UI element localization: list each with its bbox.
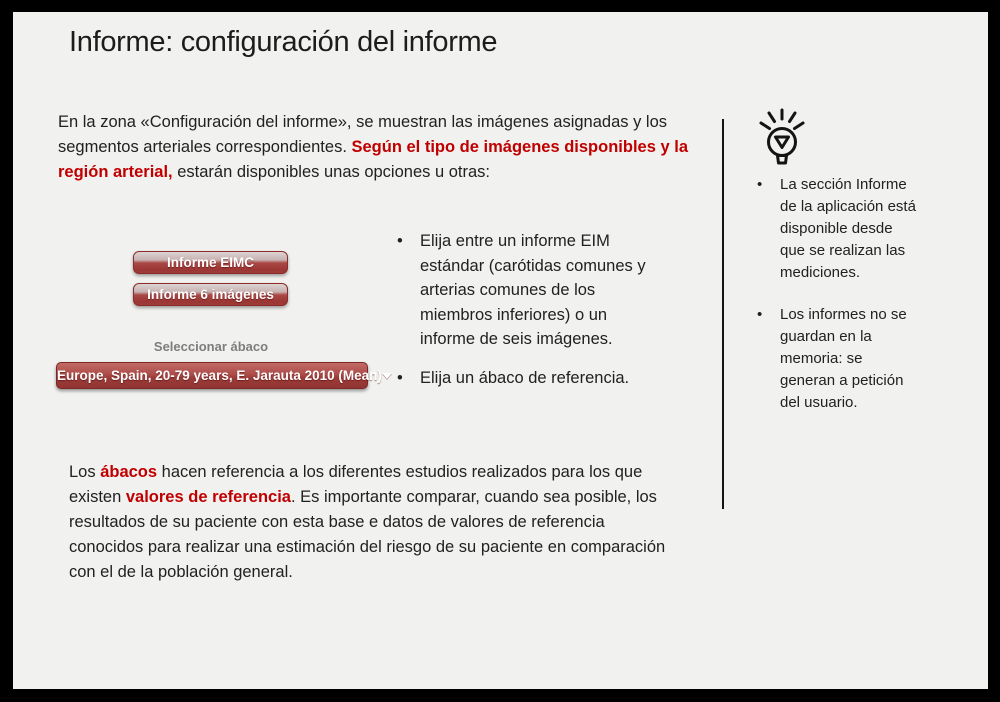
vertical-divider: [722, 119, 724, 509]
tips-list: [753, 174, 921, 434]
intro-text-after: estarán disponibles unas opciones u otras:: [172, 163, 490, 181]
footer-text-3: . Es importante comparar, cuando sea posible, los resultados de su paciente con esta base e datos de valores de referencia conocidos para realizar una estimación del riesgo de su paciente en comparación con el de la población general.: [69, 488, 666, 581]
footer-text-2: hacen referencia a los diferentes estudios realizados para los que existen: [69, 463, 643, 506]
instructions-list: [395, 229, 663, 404]
informe-eimc-button[interactable]: Informe EIMC: [133, 251, 288, 274]
intro-text-before: En la zona «Configuración del informe», se muestran las imágenes asignadas y los segmentos arteriales correspondientes.: [58, 113, 668, 156]
page-title: Informe: configuración del informe: [69, 26, 498, 58]
abaco-dropdown[interactable]: [56, 362, 382, 389]
footer-text-1: Los: [69, 463, 101, 481]
footer-highlight-2: valores de referencia: [125, 488, 291, 506]
abaco-dropdown-value: Europe, Spain, 20-79 years, E. Jarauta 2010 (Mean): [57, 368, 382, 383]
footer-highlight-1: ábacos: [100, 463, 158, 481]
list-item: [753, 174, 921, 284]
list-item: [395, 366, 663, 391]
informe-6-imagenes-button[interactable]: Informe 6 imágenes: [133, 283, 288, 306]
instruction-text: Elija un ábaco de referencia.: [420, 368, 630, 387]
abaco-label: Seleccionar ábaco: [153, 339, 269, 354]
slide-content: [13, 12, 988, 689]
chevron-down-icon[interactable]: [382, 373, 392, 379]
instruction-text: Elija entre un informe EIM estándar (carótidas comunes y arterias comunes de los miembros inferiores) o un informe de seis imágenes.: [420, 232, 646, 348]
intro-paragraph: [58, 110, 688, 185]
tip-text: La sección Informe de la aplicación está disponible desde que se realizan las mediciones.: [780, 176, 916, 281]
lightbulb-icon: [757, 106, 807, 172]
tip-text: Los informes no se guardan en la memoria: se generan a petición del usuario.: [780, 306, 907, 411]
list-item: [395, 229, 663, 352]
intro-highlight: Según el tipo de imágenes disponibles y la región arterial,: [58, 138, 688, 181]
list-item: [753, 304, 921, 414]
abacos-paragraph: [69, 460, 677, 585]
